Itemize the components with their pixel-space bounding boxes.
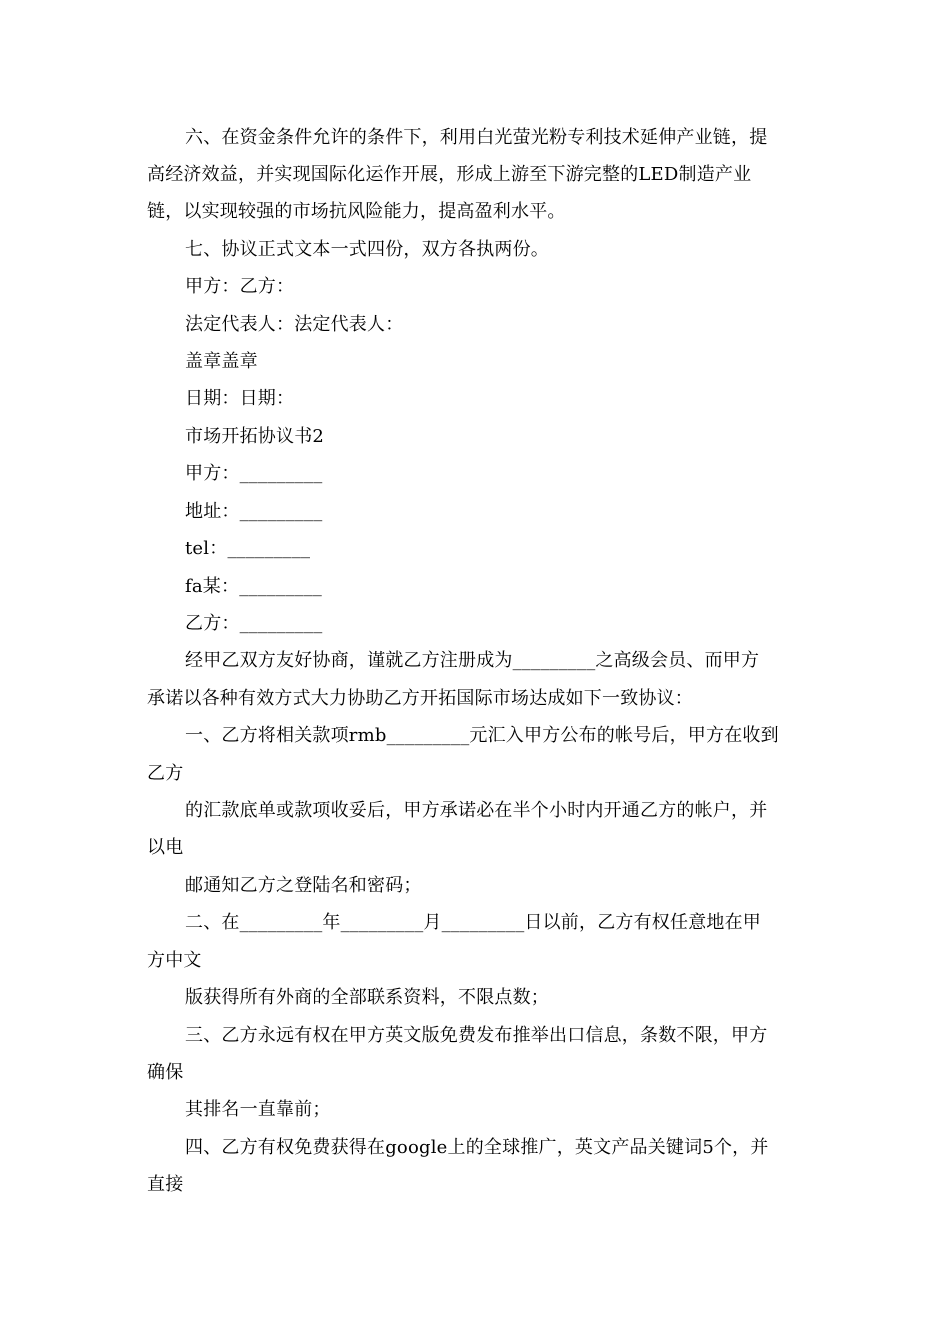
paragraph-line: 四、乙方有权免费获得在google上的全球推广，英文产品关键词5个，并 (185, 1137, 769, 1158)
signature-line: 日期：日期： (185, 388, 295, 409)
paragraph-line: 三、乙方永远有权在甲方英文版免费发布推举出口信息，条数不限，甲方 (185, 1025, 768, 1046)
form-field-line: 甲方：_________ (185, 463, 323, 484)
paragraph-line: 邮通知乙方之登陆名和密码； (185, 875, 422, 896)
form-field-line: fa某：_________ (185, 576, 322, 597)
paragraph-line: 链，以实现较强的市场抗风险能力，提高盈利水平。 (147, 201, 566, 222)
form-field-line: 乙方：_________ (185, 613, 323, 634)
signature-line: 甲方：乙方： (185, 276, 295, 297)
paragraph-line: 一、乙方将相关款项rmb_________元汇入甲方公布的帐号后，甲方在收到 (185, 725, 779, 746)
paragraph-line: 六、在资金条件允许的条件下，利用白光萤光粉专利技术延伸产业链，提 (185, 127, 768, 148)
paragraph-line: 确保 (147, 1062, 184, 1083)
paragraph-line: 的汇款底单或款项收妥后，甲方承诺必在半个小时内开通乙方的帐户，并 (185, 800, 768, 821)
paragraph-line: 七、协议正式文本一式四份，双方各执两份。 (185, 239, 549, 260)
form-field-line: 地址：_________ (185, 501, 323, 522)
paragraph-line: 乙方 (147, 763, 184, 784)
paragraph-line: 高经济效益，并实现国际化运作开展，形成上游至下游完整的LED制造产业 (147, 164, 752, 185)
paragraph-line: 二、在_________年_________月_________日以前，乙方有权任意地在甲 (185, 912, 761, 933)
signature-line: 法定代表人：法定代表人： (185, 314, 404, 335)
paragraph-line: 其排名一直靠前； (185, 1099, 331, 1120)
signature-line: 盖章盖章 (185, 351, 258, 372)
paragraph-line: 方中文 (147, 950, 202, 971)
paragraph-line: 承诺以各种有效方式大力协助乙方开拓国际市场达成如下一致协议： (147, 688, 693, 709)
paragraph-line: 版获得所有外商的全部联系资料，不限点数； (185, 987, 549, 1008)
paragraph-line: 以电 (147, 837, 184, 858)
section-title: 市场开拓协议书2 (185, 426, 325, 447)
paragraph-line: 直接 (147, 1174, 184, 1195)
paragraph-line: 经甲乙双方友好协商，谨就乙方注册成为_________之高级会员、而甲方 (185, 650, 760, 671)
form-field-line: tel：_________ (185, 538, 311, 559)
